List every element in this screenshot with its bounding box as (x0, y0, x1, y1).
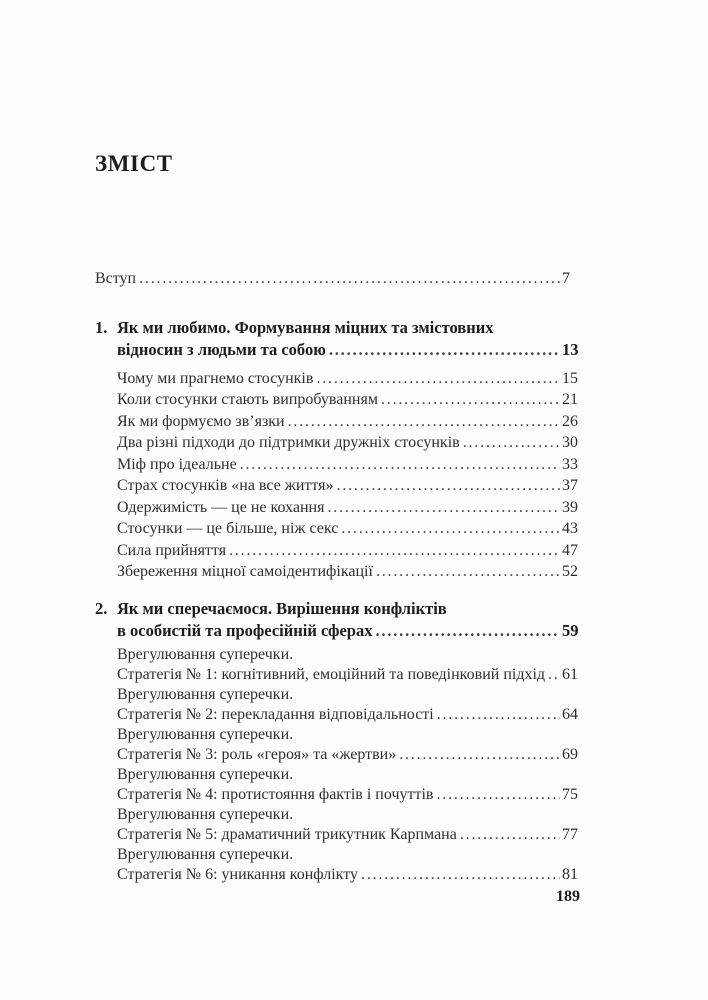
toc-entry (95, 725, 586, 765)
toc-entry (95, 845, 586, 885)
toc-entry-line1 (95, 645, 586, 665)
toc-entry-label: Стратегія № 2: перекладання відповідальності (117, 705, 434, 723)
page-title: ЗМІСТ (95, 151, 173, 176)
toc-entry-label: Як ми формуємо зв’язки (117, 412, 285, 430)
section-2-title-line1: Як ми сперечаємося. Вирішення конфліктів (117, 598, 447, 618)
section-2-heading-line2 (95, 620, 586, 642)
dot-leader (139, 268, 560, 290)
toc-entry (95, 497, 586, 519)
toc-entry-page: 30 (562, 434, 578, 451)
toc-entry-label: Одержимість — це не кохання (117, 498, 325, 516)
toc-entry-line1 (95, 765, 586, 785)
toc-entry-label: Сила прийняття (117, 541, 227, 559)
toc-entry (95, 454, 586, 476)
toc-entry-label: Врегулювання суперечки. (117, 685, 294, 703)
dot-leader (437, 705, 560, 725)
toc-entry-page: 77 (562, 825, 578, 843)
toc-entry-line2 (95, 825, 586, 845)
toc-content (95, 0, 586, 885)
section-1-number: 1. (95, 317, 108, 337)
toc-entry (95, 685, 586, 725)
dot-leader (240, 454, 560, 476)
dot-leader (436, 785, 560, 805)
toc-entry-label: Врегулювання суперечки. (117, 645, 294, 663)
dot-leader (361, 865, 560, 885)
toc-entry-page: 39 (562, 498, 578, 516)
toc-entry-line2 (95, 745, 586, 765)
dot-leader (399, 745, 560, 765)
toc-entry (95, 518, 586, 540)
dot-leader (288, 411, 560, 433)
section-1-entries (95, 368, 586, 583)
toc-entry (95, 645, 586, 685)
section-1-heading (95, 317, 586, 361)
toc-entry-label: Врегулювання суперечки. (117, 725, 294, 743)
toc-entry-page: 21 (562, 391, 578, 408)
dot-leader (375, 620, 560, 642)
section-2-heading-line1 (95, 598, 586, 620)
section-1-title-line1: Як ми любимо. Формування міцних та змістовних (117, 317, 494, 337)
toc-entry (95, 805, 586, 845)
toc-entry-page: 47 (562, 541, 578, 559)
toc-entry-line2 (95, 705, 586, 725)
toc-entry-line1 (95, 725, 586, 745)
toc-entry-line2 (95, 865, 586, 885)
dot-leader (460, 825, 560, 845)
section-1-heading-line2 (95, 339, 586, 361)
toc-entry-label: Два різні підходи до підтримки дружніх стосунків (117, 434, 460, 451)
section-2-title-line2: в особистій та професійній сферах (117, 620, 373, 640)
dot-leader (548, 665, 560, 685)
toc-entry-page: 69 (562, 745, 578, 763)
toc-entry-label: Страх стосунків «на все життя» (117, 477, 334, 494)
section-1-page: 13 (562, 339, 579, 359)
toc-entry (95, 389, 586, 411)
section-2-entries (95, 645, 586, 885)
dot-leader (376, 561, 560, 583)
toc-entry-label: Вступ (95, 270, 137, 287)
page-number-folio: 189 (556, 888, 580, 905)
dot-leader (327, 497, 560, 519)
toc-entry-label: Стратегія № 3: роль «героя» та «жертви» (117, 745, 397, 763)
toc-entry (95, 765, 586, 805)
toc-entry-label: Стратегія № 1: когнітивний, емоційний та поведінковий підхід (117, 665, 546, 683)
toc-entry-line1 (95, 805, 586, 825)
toc-entry-label: Стратегія № 5: драматичний трикутник Карпмана (117, 825, 457, 843)
section-1-heading-line1 (95, 317, 586, 339)
toc-entry (95, 411, 586, 433)
dot-leader (463, 432, 560, 454)
section-2-number: 2. (95, 598, 108, 618)
toc-entry-page: 43 (562, 520, 578, 537)
toc-entry-page: 64 (562, 705, 578, 723)
toc-entry-label: Врегулювання суперечки. (117, 805, 294, 823)
toc-entry (95, 368, 586, 390)
toc-entry-label: Чому ми прагнемо стосунків (117, 369, 314, 387)
dot-leader (341, 518, 560, 540)
dot-leader (316, 368, 560, 390)
dot-leader (329, 339, 560, 361)
toc-entry (95, 475, 586, 497)
toc-entry-line1 (95, 685, 586, 705)
toc-entry-page: 7 (562, 270, 570, 287)
section-1-title-line2: відносин з людьми та собою (117, 339, 326, 359)
toc-entry-line1 (95, 845, 586, 865)
toc-entry-label: Міф про ідеальне (117, 455, 237, 473)
toc-entry-label: Стратегія № 4: протистояння фактів і почуттів (117, 785, 434, 803)
toc-entry-page: 26 (562, 412, 578, 430)
toc-entry-line2 (95, 785, 586, 805)
toc-entry-intro (95, 268, 586, 290)
dot-leader (337, 475, 560, 497)
toc-entry-page: 81 (562, 865, 578, 883)
toc-entry-label: Збереження міцної самоідентифікації (117, 563, 373, 580)
toc-entry-label: Стратегія № 6: уникання конфлікту (117, 865, 359, 883)
toc-entry-page: 75 (562, 785, 578, 803)
toc-entry (95, 432, 586, 454)
toc-entry-label: Стосунки — це більше, ніж секс (117, 520, 339, 537)
toc-entry-line2 (95, 665, 586, 685)
toc-entry (95, 540, 586, 562)
section-2-heading (95, 598, 586, 642)
toc-entry-page: 61 (562, 665, 578, 683)
toc-entry (95, 561, 586, 583)
toc-entry-label: Коли стосунки стають випробуванням (117, 391, 378, 408)
section-2-page: 59 (562, 620, 579, 640)
toc-entry-label: Врегулювання суперечки. (117, 765, 294, 783)
toc-entry-page: 52 (562, 563, 578, 580)
dot-leader (229, 540, 560, 562)
dot-leader (381, 389, 560, 411)
toc-entry-page: 15 (562, 369, 578, 387)
toc-entry-page: 37 (562, 477, 578, 494)
toc-entry-page: 33 (562, 455, 578, 473)
toc-entry-label: Врегулювання суперечки. (117, 845, 294, 863)
